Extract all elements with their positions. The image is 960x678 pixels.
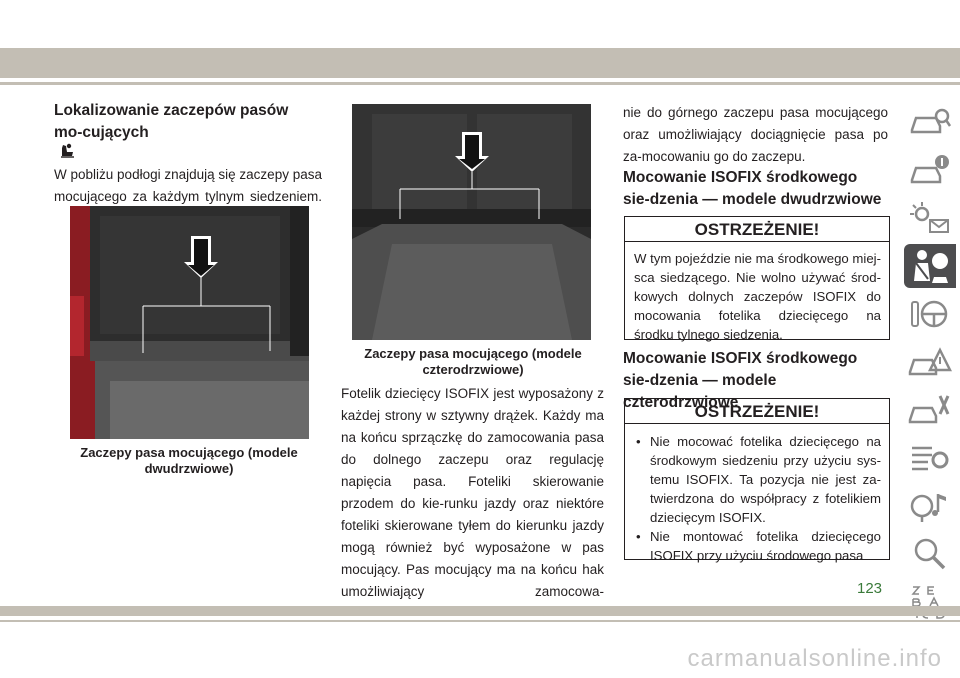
tab-emergency[interactable]	[904, 340, 956, 384]
tab-vehicle-info[interactable]	[904, 100, 956, 144]
photo-four-door-tether-anchors	[352, 104, 591, 340]
warning-title: OSTRZEŻENIE!	[625, 217, 889, 242]
warning-title: OSTRZEŻENIE!	[625, 399, 889, 424]
sun-mail-icon	[908, 200, 952, 236]
photo-two-door-tether-anchors	[70, 206, 309, 439]
tab-technical-specs[interactable]	[904, 436, 956, 480]
footer-band	[0, 606, 960, 616]
tether-location-text: W pobliżu podłogi znajdują się zaczepy pasa mocującego za każdym tylnym siedzeniem.	[54, 167, 322, 204]
warning-box-four-door	[624, 398, 890, 563]
section-heading-tether-locations: Lokalizowanie zaczepów pasów mo-cujących	[54, 102, 289, 141]
tab-starting-operating[interactable]	[904, 292, 956, 336]
isofix-description-text: Fotelik dziecięcy ISOFIX jest wyposażony z każdej strony w sztywny drążek. Każdy ma na końcu sprzączkę do zamocowania pasa do dolnego zaczepu oraz regulację napięcia pasa. Foteliki skierowanie przodem do kie-runku jazdy oraz niektóre foteliki skierowane tyłem do kierunku jazdy mogą również być wyposażone w pas mocujący. Pas mocujący ma na końcu hak umożliwiający zamocowa-	[341, 386, 604, 599]
list-gear-icon	[908, 440, 952, 476]
warning-bullet-list	[634, 432, 881, 565]
tab-multimedia[interactable]	[904, 484, 956, 528]
footer-rule	[0, 620, 960, 622]
chapter-tabs	[897, 100, 960, 628]
warning-box-two-door	[624, 216, 890, 340]
tab-servicing[interactable]	[904, 388, 956, 432]
music-map-icon	[908, 488, 952, 524]
isofix-continued-text: nie do górnego zaczepu pasa mocującego oraz umożliwiający dociągnięcie pasa po za-mocowaniu go do zaczepu.	[623, 105, 888, 164]
tab-customer-assistance[interactable]	[904, 532, 956, 576]
child-seat-icon	[58, 142, 76, 163]
caption-two-door: Zaczepy pasa mocującego (modele dwudrzwiowe)	[80, 445, 298, 476]
warning-bullet: • Nie mocować fotelika dziecięcego na środkowym siedzeniu przy użyciu sys-temu ISOFIX. Ta pozycja nie jest za-twierdzona do współpracy z fotelikiem dziecięcym ISOFIX.	[636, 434, 881, 525]
warning-text: W tym pojeździe nie ma środkowego miej-sca siedzącego. Nie wolno używać środ-kowych dolnych zaczepów ISOFIX do mocowania fotelika dziecięcego na środku tylnego siedzenia.	[634, 251, 881, 342]
car-warning-icon	[908, 344, 952, 380]
header-rule	[0, 82, 960, 85]
warning-bullet: • Nie montować fotelika dziecięcego ISOFIX przy użyciu środowego pasa	[636, 529, 881, 563]
section-heading-two-door: Mocowanie ISOFIX środkowego sie-dzenia — modele dwudrzwiowe	[623, 169, 882, 208]
tab-vehicle-alert[interactable]	[904, 148, 956, 192]
seat-belt-airbag-icon	[908, 247, 952, 285]
car-info-icon	[908, 152, 952, 188]
tab-index[interactable]	[904, 580, 956, 624]
car-tools-icon	[908, 392, 952, 428]
caption-four-door: Zaczepy pasa mocującego (modele czterodrzwiowe)	[364, 346, 582, 377]
section-heading-four-door: Mocowanie ISOFIX środkowego sie-dzenia — modele czterodrzwiowe	[623, 350, 858, 411]
steering-wheel-icon	[908, 296, 952, 332]
watermark: carmanualsonline.info	[687, 645, 942, 672]
car-search-icon	[908, 104, 952, 140]
page-number: 123	[857, 580, 883, 597]
tab-safety[interactable]	[904, 244, 956, 288]
header-band	[0, 48, 960, 78]
tab-dashboard[interactable]	[904, 196, 956, 240]
magnifier-icon	[908, 536, 952, 572]
